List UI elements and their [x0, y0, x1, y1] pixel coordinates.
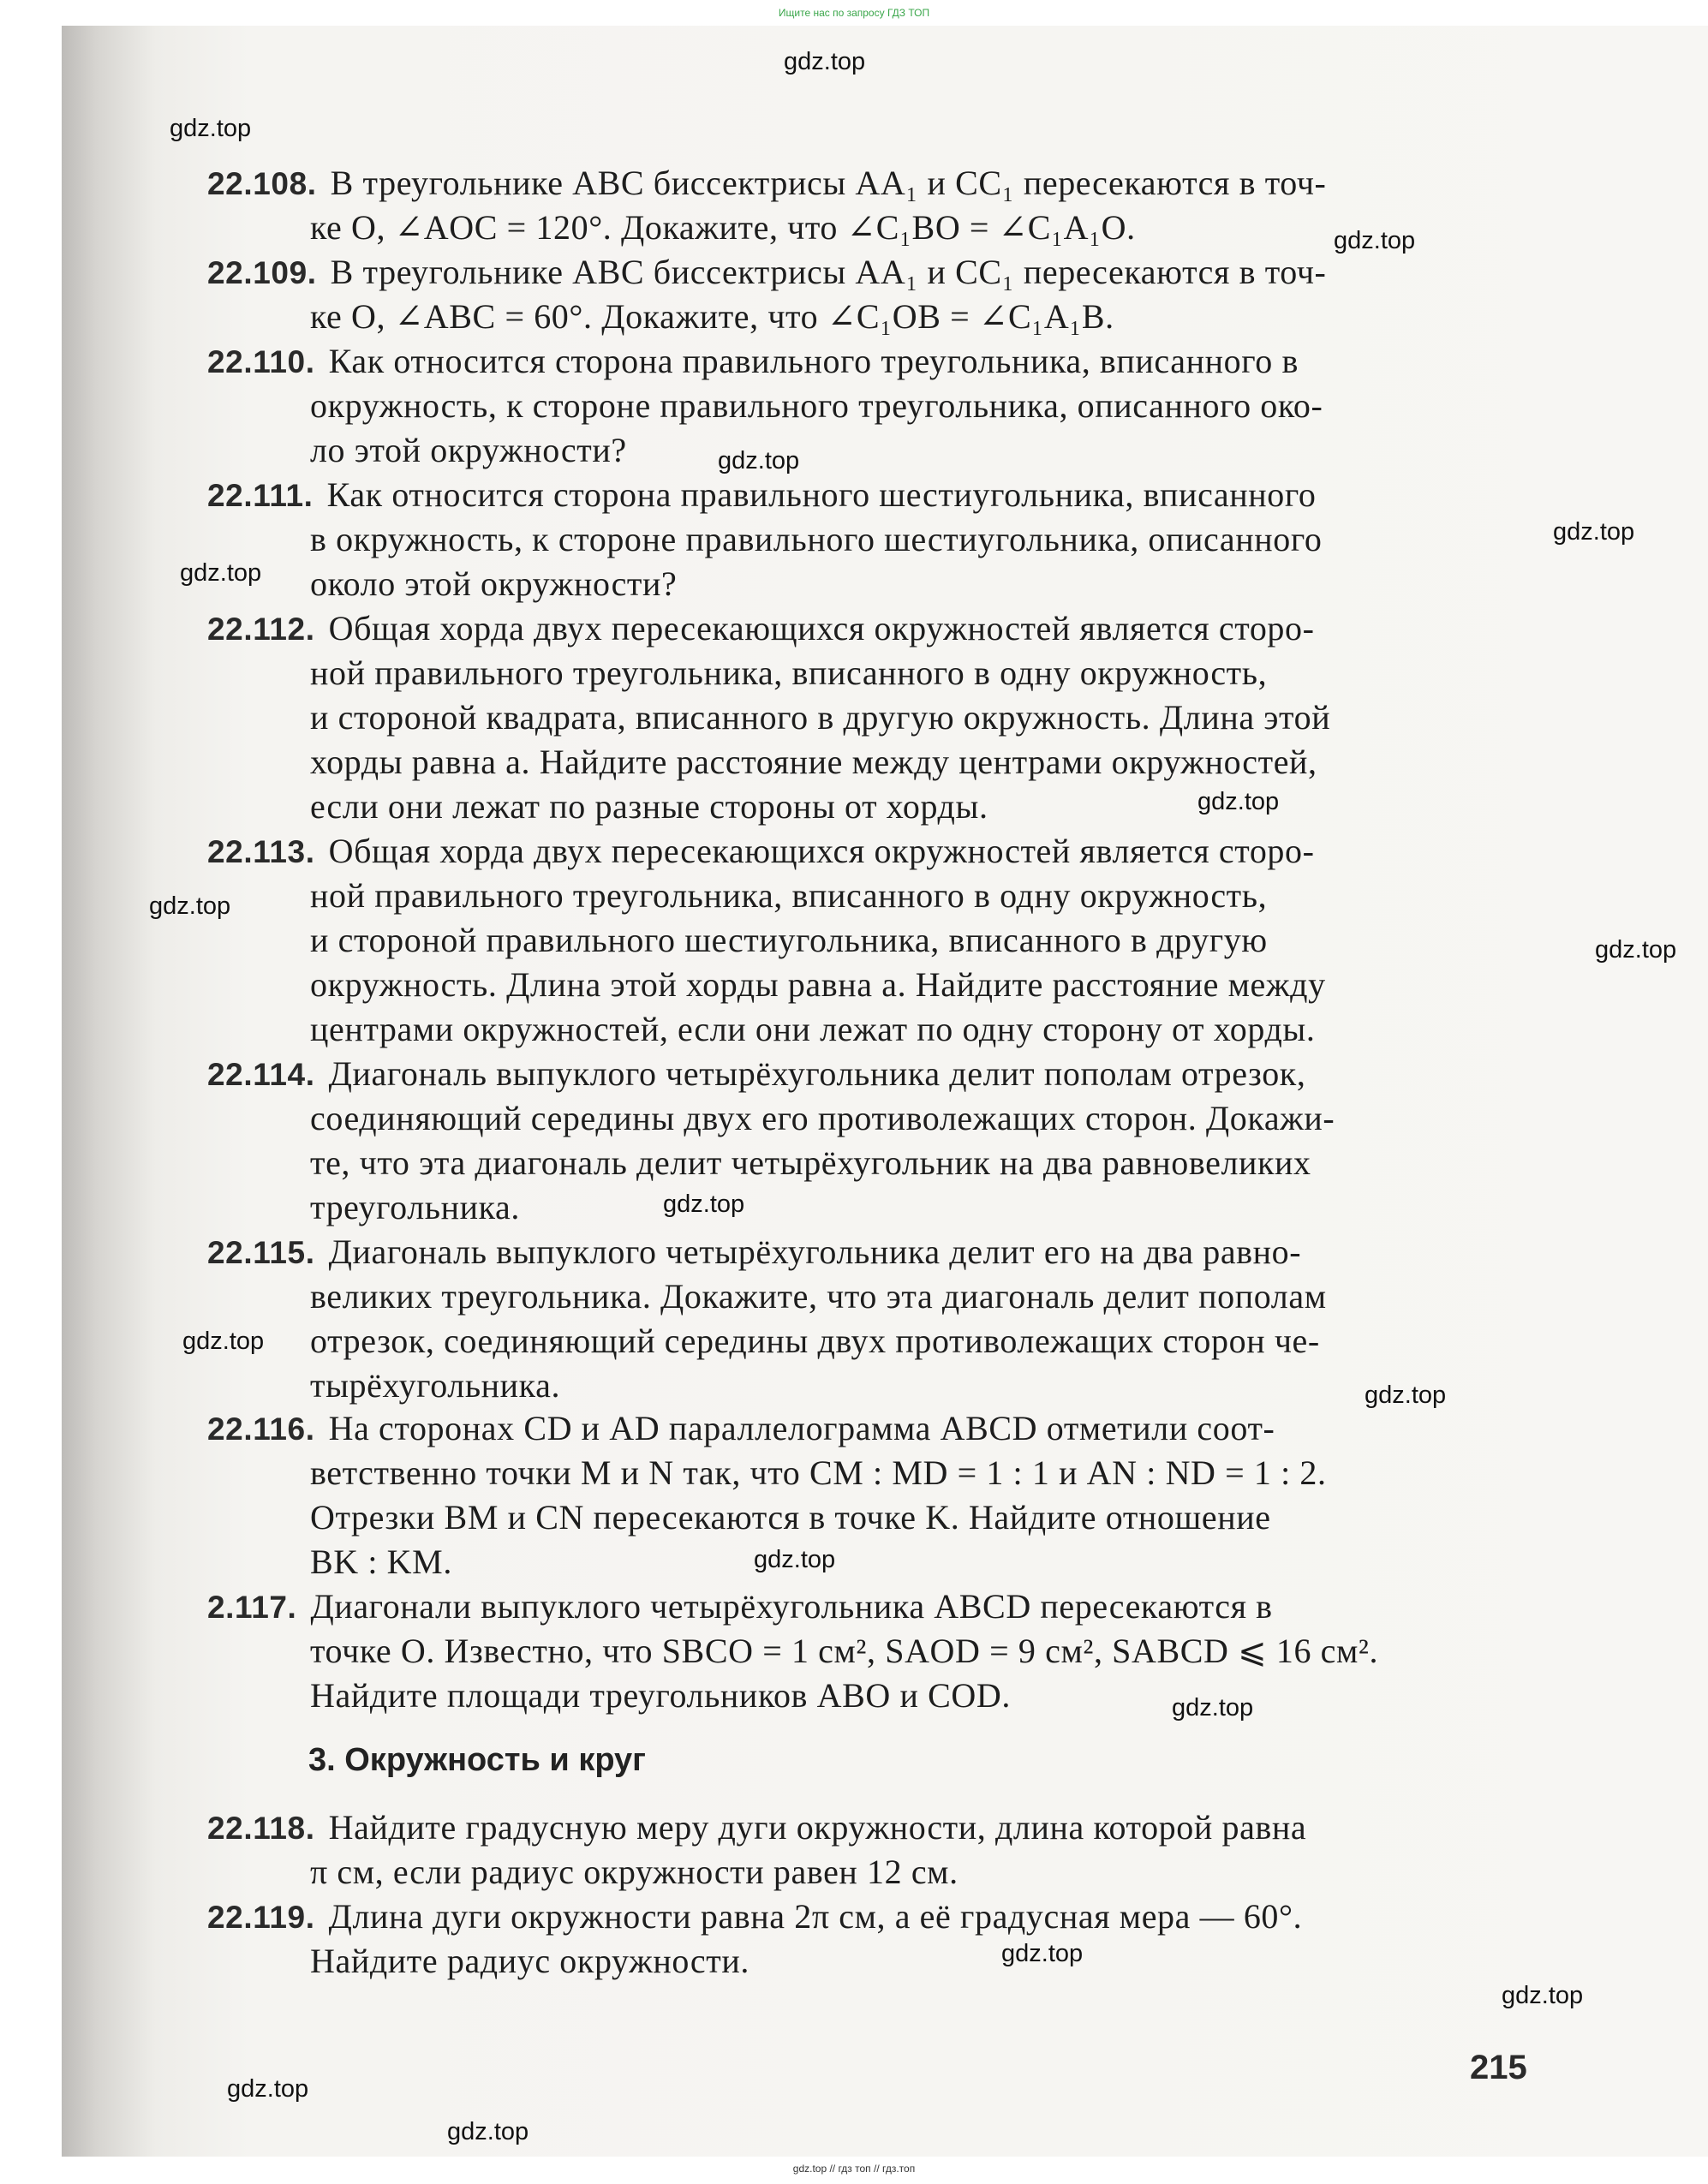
problem-text-line: В треугольнике ABC биссектрисы AA₁ и CC₁ пересекаются в точ-	[330, 253, 1327, 291]
watermark: gdz.top	[170, 115, 252, 142]
problem-text-line: Общая хорда двух пересекающихся окружностей является сторо-	[328, 609, 1315, 647]
problem-number: 22.110.	[207, 344, 315, 379]
problem-text-line: если они лежат по разные стороны от хорды.	[310, 787, 988, 826]
problem-text-line: Как относится сторона правильного треугольника, вписанного в	[328, 342, 1299, 380]
problem-number: 22.109.	[207, 255, 317, 290]
problem-text-line: π см, если радиус окружности равен 12 см.	[310, 1853, 959, 1891]
watermark: gdz.top	[718, 447, 800, 474]
top-banner: Ищите нас по запросу ГДЗ ТОП	[778, 7, 930, 19]
problem-text-line: Найдите площади треугольников ABO и COD.	[310, 1676, 1011, 1715]
problem-text-line: Как относится сторона правильного шестиугольника, вписанного	[326, 475, 1317, 514]
watermark: gdz.top	[1334, 227, 1416, 254]
watermark: gdz.top	[1172, 1694, 1254, 1722]
watermark: gdz.top	[1197, 788, 1280, 815]
problem-text-line: BK : KM.	[310, 1543, 452, 1581]
problem-text-line: отрезок, соединяющий середины двух противолежащих сторон че-	[310, 1322, 1320, 1360]
problem-text-line: соединяющий середины двух его противолежащих сторон. Докажи-	[310, 1099, 1335, 1137]
problem-text-line: окружность. Длина этой хорды равна a. Найдите расстояние между	[310, 965, 1326, 1004]
problem-text-line: окружность, к стороне правильного треугольника, описанного око-	[310, 386, 1323, 425]
problem-text-line: На сторонах CD и AD параллелограмма ABCD отметили соот-	[328, 1409, 1275, 1447]
section-title: 3. Окружность и круг	[308, 1742, 647, 1778]
problem-number: 22.115.	[207, 1235, 315, 1270]
problem-number: 22.108.	[207, 166, 317, 201]
watermark: gdz.top	[663, 1190, 745, 1218]
problem-text-line: Диагонали выпуклого четырёхугольника ABCD пересекаются в	[310, 1587, 1273, 1626]
watermark: gdz.top	[1595, 936, 1677, 964]
watermark: gdz.top	[447, 2118, 529, 2145]
watermark: gdz.top	[182, 1328, 265, 1355]
problem-text-line: Диагональ выпуклого четырёхугольника делит пополам отрезок,	[328, 1054, 1306, 1093]
watermark: gdz.top	[227, 2075, 309, 2103]
problem-text-line: ло этой окружности?	[310, 431, 627, 469]
problem-text-line: Найдите градусную меру дуги окружности, длина которой равна	[328, 1808, 1307, 1847]
watermark: gdz.top	[1502, 1982, 1584, 2009]
problem-text-line: ке O, ∠ABC = 60°. Докажите, что ∠C₁OB = ∠C₁A₁B.	[310, 297, 1114, 336]
problem-text-line: те, что эта диагональ делит четырёхугольник на два равновеликих	[310, 1143, 1311, 1182]
problem-text-line: Длина дуги окружности равна 2π см, а её градусная мера — 60°.	[328, 1897, 1303, 1936]
problem-number: 22.116.	[207, 1411, 315, 1447]
problem-text-line: ветственно точки M и N так, что CM : MD = 1 : 1 и AN : ND = 1 : 2.	[310, 1453, 1327, 1492]
problem-text-line: и стороной правильного шестиугольника, вписанного в другую	[310, 921, 1268, 959]
watermark: gdz.top	[1553, 518, 1635, 546]
problem-text-line: ной правильного треугольника, вписанного в одну окружность,	[310, 876, 1268, 915]
watermark: gdz.top	[784, 48, 866, 75]
problem-number: 22.114.	[207, 1057, 315, 1092]
problem-text-line: ке O, ∠AOC = 120°. Докажите, что ∠C₁BO = ∠C₁A₁O.	[310, 208, 1136, 247]
problem-text-line: Общая хорда двух пересекающихся окружностей является сторо-	[328, 832, 1315, 870]
problem-number: 22.119.	[207, 1900, 315, 1935]
problem-text-line: В треугольнике ABC биссектрисы AA₁ и CC₁ пересекаются в точ-	[330, 164, 1327, 202]
watermark: gdz.top	[149, 892, 231, 920]
bottom-banner: gdz.top // гдз топ // гдз.топ	[792, 2163, 916, 2175]
problem-text-line: и стороной квадрата, вписанного в другую окружность. Длина этой	[310, 698, 1331, 737]
problem-text-line: великих треугольника. Докажите, что эта диагональ делит пополам	[310, 1277, 1327, 1316]
problem-text-line: Диагональ выпуклого четырёхугольника делит его на два равно-	[328, 1232, 1302, 1271]
problem-text-line: хорды равна a. Найдите расстояние между центрами окружностей,	[310, 743, 1317, 781]
problem-text-line: ной правильного треугольника, вписанного в одну окружность,	[310, 653, 1268, 692]
problem-text-line: треугольника.	[310, 1188, 521, 1226]
problem-text-line: точке O. Известно, что SBCO = 1 см², SAOD = 9 см², SABCD ⩽ 16 см².	[310, 1632, 1379, 1670]
problem-number: 22.112.	[207, 612, 315, 647]
problem-text-line: Отрезки BM и CN пересекаются в точке K. Найдите отношение	[310, 1498, 1271, 1537]
watermark: gdz.top	[754, 1546, 836, 1573]
page-number: 215	[1470, 2049, 1527, 2086]
problem-number: 22.111.	[207, 478, 314, 513]
problem-number: 2.117.	[207, 1590, 297, 1625]
problem-number: 22.113.	[207, 834, 315, 869]
watermark: gdz.top	[180, 559, 262, 587]
watermark: gdz.top	[1365, 1381, 1447, 1409]
problem-text-line: Найдите радиус окружности.	[310, 1942, 749, 1980]
problem-text-line: около этой окружности?	[310, 564, 678, 603]
problem-text-line: тырёхугольника.	[310, 1366, 561, 1405]
problem-text-line: центрами окружностей, если они лежат по одну сторону от хорды.	[310, 1010, 1316, 1048]
problem-number: 22.118.	[207, 1811, 315, 1846]
problem-text-line: в окружность, к стороне правильного шестиугольника, описанного	[310, 520, 1323, 558]
watermark: gdz.top	[1001, 1940, 1084, 1967]
